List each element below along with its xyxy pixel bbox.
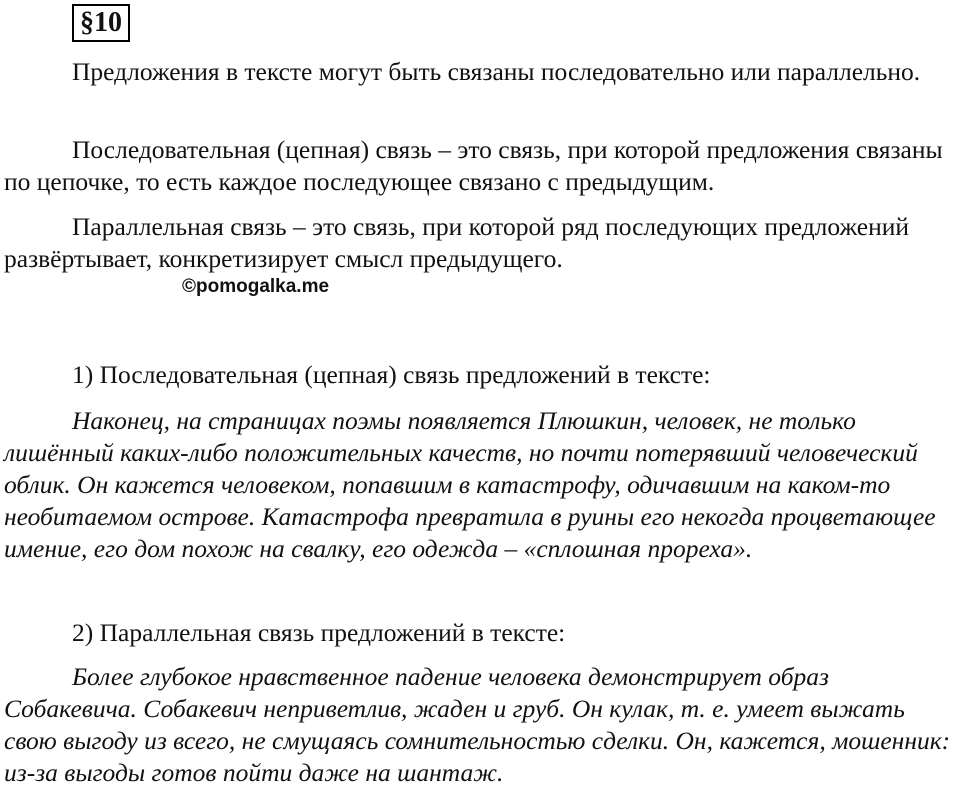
watermark: ©pomogalka.me (182, 276, 330, 297)
example-2-text-block (4, 661, 956, 789)
example-1-text: Наконец, на страницах поэмы появляется Плюшкин, человек, не только лишённый каких-либо положительных качеств, но почти потерявший человеческий облик. Он кажется человеком, попавшим в катастрофу, одичавшим на каком-то необитаемом острове. Катастрофа превратила в руины его некогда процветающее имение, его дом похож на свалку, его одежда – «сплошная прореха». (4, 406, 936, 563)
theory-text-1: Предложения в тексте могут быть связаны последовательно или параллельно. (72, 57, 921, 86)
theory-paragraph-2 (4, 134, 956, 198)
example-1-text-block (4, 405, 956, 565)
example-2-heading: 2) Параллельная связь предложений в тексте: (72, 618, 566, 647)
theory-text-2: Последовательная (цепная) связь – это связь, при которой предложения связаны по цепочке, то есть каждое последующее связано с предыдущим. (4, 135, 943, 196)
section-number: §10 (72, 4, 130, 42)
example-1-heading: 1) Последовательная (цепная) связь предложений в тексте: (72, 360, 711, 389)
example-2-heading-block (4, 617, 956, 649)
theory-paragraph-3 (4, 211, 956, 275)
example-1-heading-block (4, 359, 956, 391)
theory-text-3: Параллельная связь – это связь, при которой ряд последующих предложений развёртывает, конкретизирует смысл предыдущего. (4, 212, 910, 273)
example-2-text: Более глубокое нравственное падение человека демонстрирует образ Собакевича. Собакевич неприветлив, жаден и груб. Он кулак, т. е. умеет выжать свою выгоду из всего, не смущаясь сомнительностью сделки. Он, кажется, мошенник: из-за выгоды готов пойти даже на шантаж. (4, 662, 951, 787)
theory-paragraph-1 (4, 56, 956, 88)
